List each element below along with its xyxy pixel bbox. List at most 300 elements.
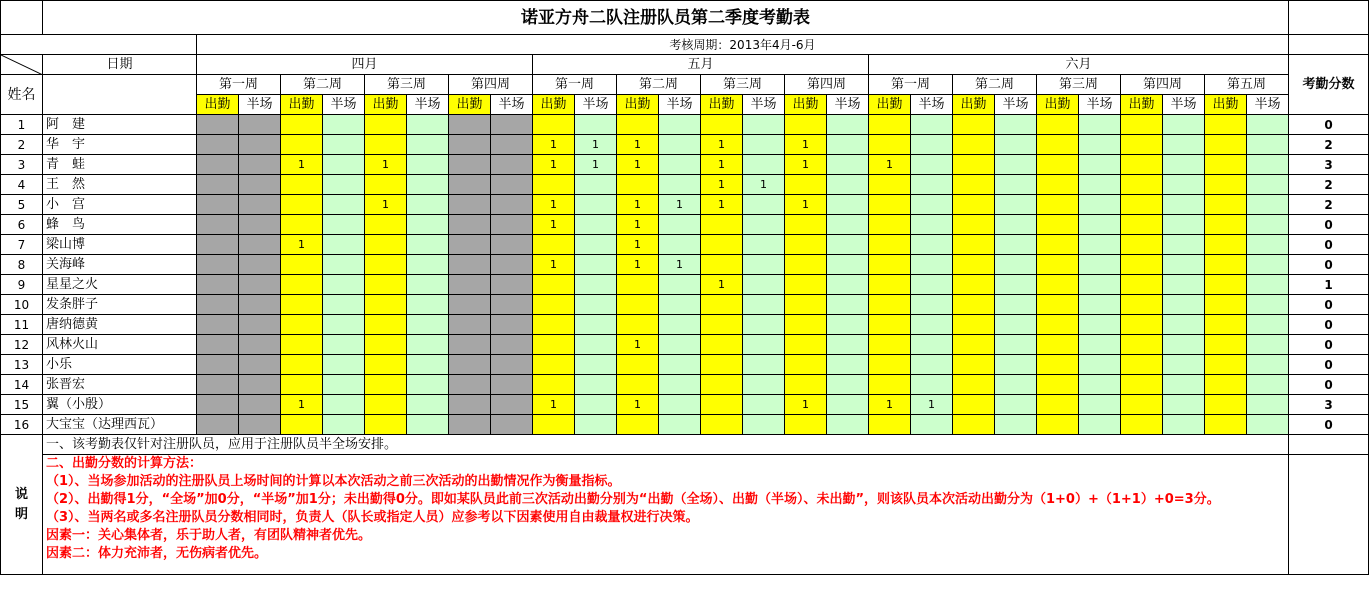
attendance-cell[interactable]: 1 [281, 155, 323, 175]
attendance-cell[interactable] [1163, 175, 1205, 195]
attendance-cell[interactable]: 1 [575, 135, 617, 155]
attendance-cell[interactable] [197, 195, 239, 215]
attendance-cell[interactable] [953, 415, 995, 435]
attendance-cell[interactable] [701, 335, 743, 355]
attendance-cell[interactable] [869, 175, 911, 195]
attendance-cell[interactable] [1079, 115, 1121, 135]
attendance-cell[interactable] [239, 135, 281, 155]
attendance-cell[interactable] [1079, 415, 1121, 435]
attendance-cell[interactable] [533, 355, 575, 375]
attendance-cell[interactable] [449, 115, 491, 135]
attendance-cell[interactable] [1163, 215, 1205, 235]
attendance-cell[interactable] [1121, 395, 1163, 415]
attendance-cell[interactable] [1121, 195, 1163, 215]
attendance-cell[interactable] [953, 395, 995, 415]
attendance-cell[interactable] [323, 115, 365, 135]
attendance-cell[interactable] [449, 315, 491, 335]
attendance-cell[interactable] [449, 155, 491, 175]
attendance-cell[interactable] [1247, 295, 1289, 315]
attendance-cell[interactable] [491, 195, 533, 215]
attendance-cell[interactable] [239, 155, 281, 175]
attendance-cell[interactable] [701, 355, 743, 375]
attendance-cell[interactable] [953, 155, 995, 175]
attendance-cell[interactable] [617, 175, 659, 195]
attendance-cell[interactable] [617, 275, 659, 295]
attendance-cell[interactable] [1037, 315, 1079, 335]
attendance-cell[interactable] [743, 275, 785, 295]
attendance-cell[interactable] [239, 415, 281, 435]
attendance-cell[interactable]: 1 [869, 395, 911, 415]
attendance-cell[interactable] [1205, 155, 1247, 175]
attendance-cell[interactable] [1163, 335, 1205, 355]
attendance-cell[interactable] [1079, 235, 1121, 255]
attendance-cell[interactable] [869, 115, 911, 135]
attendance-cell[interactable] [953, 335, 995, 355]
attendance-cell[interactable]: 1 [533, 135, 575, 155]
attendance-cell[interactable] [491, 115, 533, 135]
attendance-cell[interactable] [1079, 335, 1121, 355]
attendance-cell[interactable] [953, 195, 995, 215]
attendance-cell[interactable] [701, 215, 743, 235]
attendance-cell[interactable] [323, 395, 365, 415]
attendance-cell[interactable]: 1 [617, 135, 659, 155]
attendance-cell[interactable] [1037, 115, 1079, 135]
attendance-cell[interactable] [1037, 295, 1079, 315]
attendance-cell[interactable] [197, 355, 239, 375]
attendance-cell[interactable] [1163, 255, 1205, 275]
attendance-cell[interactable] [869, 295, 911, 315]
attendance-cell[interactable]: 1 [365, 155, 407, 175]
attendance-cell[interactable]: 1 [617, 235, 659, 255]
attendance-cell[interactable] [743, 155, 785, 175]
attendance-cell[interactable] [449, 275, 491, 295]
attendance-cell[interactable]: 1 [659, 195, 701, 215]
attendance-cell[interactable]: 1 [701, 155, 743, 175]
attendance-cell[interactable] [911, 175, 953, 195]
attendance-cell[interactable] [281, 135, 323, 155]
attendance-cell[interactable] [617, 295, 659, 315]
attendance-cell[interactable] [827, 115, 869, 135]
attendance-cell[interactable] [323, 295, 365, 315]
attendance-cell[interactable] [1079, 395, 1121, 415]
attendance-cell[interactable] [659, 395, 701, 415]
attendance-cell[interactable] [1205, 395, 1247, 415]
attendance-cell[interactable] [323, 235, 365, 255]
attendance-cell[interactable] [911, 315, 953, 335]
attendance-cell[interactable] [953, 235, 995, 255]
attendance-cell[interactable] [365, 375, 407, 395]
attendance-cell[interactable] [1079, 315, 1121, 335]
attendance-cell[interactable] [995, 135, 1037, 155]
attendance-cell[interactable]: 1 [701, 135, 743, 155]
attendance-cell[interactable] [323, 355, 365, 375]
attendance-cell[interactable] [575, 195, 617, 215]
attendance-cell[interactable]: 1 [533, 215, 575, 235]
attendance-cell[interactable] [785, 375, 827, 395]
attendance-cell[interactable] [1121, 135, 1163, 155]
attendance-cell[interactable] [869, 315, 911, 335]
attendance-cell[interactable] [1205, 355, 1247, 375]
attendance-cell[interactable] [995, 235, 1037, 255]
attendance-cell[interactable] [911, 215, 953, 235]
attendance-cell[interactable] [575, 235, 617, 255]
attendance-cell[interactable] [1205, 255, 1247, 275]
attendance-cell[interactable] [1247, 375, 1289, 395]
attendance-cell[interactable]: 1 [533, 195, 575, 215]
attendance-cell[interactable] [785, 215, 827, 235]
attendance-cell[interactable]: 1 [533, 155, 575, 175]
attendance-cell[interactable] [1121, 115, 1163, 135]
attendance-cell[interactable] [1163, 115, 1205, 135]
attendance-cell[interactable] [1247, 335, 1289, 355]
attendance-cell[interactable] [281, 275, 323, 295]
attendance-cell[interactable] [1037, 275, 1079, 295]
attendance-cell[interactable] [281, 315, 323, 335]
attendance-cell[interactable] [1079, 375, 1121, 395]
attendance-cell[interactable] [491, 215, 533, 235]
attendance-cell[interactable] [1163, 295, 1205, 315]
attendance-cell[interactable] [197, 335, 239, 355]
attendance-cell[interactable] [953, 355, 995, 375]
attendance-cell[interactable] [995, 355, 1037, 375]
attendance-cell[interactable] [575, 295, 617, 315]
attendance-cell[interactable] [743, 255, 785, 275]
attendance-cell[interactable] [449, 415, 491, 435]
attendance-cell[interactable]: 1 [533, 255, 575, 275]
attendance-cell[interactable] [365, 255, 407, 275]
attendance-cell[interactable] [869, 235, 911, 255]
attendance-cell[interactable] [239, 375, 281, 395]
attendance-cell[interactable]: 1 [785, 155, 827, 175]
attendance-cell[interactable] [449, 195, 491, 215]
attendance-cell[interactable] [785, 315, 827, 335]
attendance-cell[interactable] [407, 375, 449, 395]
attendance-cell[interactable] [533, 315, 575, 335]
attendance-cell[interactable] [575, 335, 617, 355]
attendance-cell[interactable] [953, 175, 995, 195]
attendance-cell[interactable] [575, 375, 617, 395]
attendance-cell[interactable] [995, 195, 1037, 215]
attendance-cell[interactable] [239, 295, 281, 315]
attendance-cell[interactable] [1079, 195, 1121, 215]
attendance-cell[interactable]: 1 [869, 155, 911, 175]
attendance-cell[interactable] [911, 195, 953, 215]
attendance-cell[interactable] [1079, 135, 1121, 155]
attendance-cell[interactable] [869, 335, 911, 355]
attendance-cell[interactable] [1247, 395, 1289, 415]
attendance-cell[interactable] [1079, 255, 1121, 275]
attendance-cell[interactable] [1247, 155, 1289, 175]
attendance-cell[interactable] [197, 135, 239, 155]
attendance-cell[interactable] [659, 415, 701, 435]
attendance-cell[interactable] [659, 335, 701, 355]
attendance-cell[interactable] [785, 275, 827, 295]
attendance-cell[interactable] [197, 275, 239, 295]
attendance-cell[interactable] [575, 215, 617, 235]
attendance-cell[interactable] [1121, 295, 1163, 315]
attendance-cell[interactable] [911, 335, 953, 355]
attendance-cell[interactable] [1247, 195, 1289, 215]
attendance-cell[interactable] [281, 195, 323, 215]
attendance-cell[interactable] [281, 335, 323, 355]
attendance-cell[interactable] [1079, 295, 1121, 315]
attendance-cell[interactable] [701, 295, 743, 315]
attendance-cell[interactable] [281, 115, 323, 135]
attendance-cell[interactable] [995, 375, 1037, 395]
attendance-cell[interactable] [239, 115, 281, 135]
attendance-cell[interactable] [449, 175, 491, 195]
attendance-cell[interactable] [449, 215, 491, 235]
attendance-cell[interactable] [1205, 115, 1247, 135]
attendance-cell[interactable] [953, 375, 995, 395]
attendance-cell[interactable] [407, 295, 449, 315]
attendance-cell[interactable] [827, 395, 869, 415]
attendance-cell[interactable] [659, 215, 701, 235]
attendance-cell[interactable] [323, 315, 365, 335]
attendance-cell[interactable] [1037, 375, 1079, 395]
attendance-cell[interactable] [1205, 215, 1247, 235]
attendance-cell[interactable] [407, 335, 449, 355]
attendance-cell[interactable] [449, 235, 491, 255]
attendance-cell[interactable] [1121, 375, 1163, 395]
attendance-cell[interactable] [1163, 195, 1205, 215]
attendance-cell[interactable] [953, 275, 995, 295]
attendance-cell[interactable] [323, 335, 365, 355]
attendance-cell[interactable] [197, 155, 239, 175]
attendance-cell[interactable]: 1 [701, 275, 743, 295]
attendance-cell[interactable] [533, 295, 575, 315]
attendance-cell[interactable] [995, 255, 1037, 275]
attendance-cell[interactable] [239, 195, 281, 215]
attendance-cell[interactable] [995, 155, 1037, 175]
attendance-cell[interactable] [407, 195, 449, 215]
attendance-cell[interactable] [449, 375, 491, 395]
attendance-cell[interactable] [869, 355, 911, 375]
attendance-cell[interactable] [1121, 235, 1163, 255]
attendance-cell[interactable] [407, 355, 449, 375]
attendance-cell[interactable] [911, 275, 953, 295]
attendance-cell[interactable] [449, 395, 491, 415]
attendance-cell[interactable] [743, 195, 785, 215]
attendance-cell[interactable] [1121, 215, 1163, 235]
attendance-cell[interactable] [995, 115, 1037, 135]
attendance-cell[interactable] [407, 135, 449, 155]
attendance-cell[interactable] [407, 155, 449, 175]
attendance-cell[interactable] [1163, 375, 1205, 395]
attendance-cell[interactable] [239, 395, 281, 415]
attendance-cell[interactable] [953, 215, 995, 235]
attendance-cell[interactable] [1079, 175, 1121, 195]
attendance-cell[interactable] [827, 415, 869, 435]
attendance-cell[interactable] [323, 375, 365, 395]
attendance-cell[interactable]: 1 [785, 395, 827, 415]
attendance-cell[interactable] [1247, 235, 1289, 255]
attendance-cell[interactable] [869, 135, 911, 155]
attendance-cell[interactable] [239, 235, 281, 255]
attendance-cell[interactable] [1163, 275, 1205, 295]
attendance-cell[interactable] [491, 135, 533, 155]
attendance-cell[interactable] [491, 375, 533, 395]
attendance-cell[interactable] [239, 175, 281, 195]
attendance-cell[interactable] [197, 255, 239, 275]
attendance-cell[interactable] [1205, 275, 1247, 295]
attendance-cell[interactable] [995, 215, 1037, 235]
attendance-cell[interactable] [1205, 415, 1247, 435]
attendance-cell[interactable] [785, 175, 827, 195]
attendance-cell[interactable] [239, 275, 281, 295]
attendance-cell[interactable] [491, 175, 533, 195]
attendance-cell[interactable] [1037, 135, 1079, 155]
attendance-cell[interactable] [1205, 175, 1247, 195]
attendance-cell[interactable] [911, 415, 953, 435]
attendance-cell[interactable]: 1 [701, 195, 743, 215]
attendance-cell[interactable] [701, 235, 743, 255]
attendance-cell[interactable] [701, 115, 743, 135]
attendance-cell[interactable] [575, 175, 617, 195]
attendance-cell[interactable] [827, 255, 869, 275]
attendance-cell[interactable] [911, 115, 953, 135]
attendance-cell[interactable] [743, 415, 785, 435]
attendance-cell[interactable] [1121, 355, 1163, 375]
attendance-cell[interactable]: 1 [365, 195, 407, 215]
attendance-cell[interactable] [533, 115, 575, 135]
attendance-cell[interactable] [197, 315, 239, 335]
attendance-cell[interactable] [743, 135, 785, 155]
attendance-cell[interactable] [491, 295, 533, 315]
attendance-cell[interactable] [617, 115, 659, 135]
attendance-cell[interactable] [239, 215, 281, 235]
attendance-cell[interactable] [1121, 315, 1163, 335]
attendance-cell[interactable] [1205, 195, 1247, 215]
attendance-cell[interactable] [1205, 335, 1247, 355]
attendance-cell[interactable] [743, 395, 785, 415]
attendance-cell[interactable] [197, 295, 239, 315]
attendance-cell[interactable] [1079, 155, 1121, 175]
attendance-cell[interactable] [575, 275, 617, 295]
attendance-cell[interactable] [575, 115, 617, 135]
attendance-cell[interactable] [1163, 155, 1205, 175]
attendance-cell[interactable] [323, 175, 365, 195]
attendance-cell[interactable] [365, 415, 407, 435]
attendance-cell[interactable] [827, 335, 869, 355]
attendance-cell[interactable]: 1 [785, 195, 827, 215]
attendance-cell[interactable] [407, 255, 449, 275]
attendance-cell[interactable] [743, 115, 785, 135]
attendance-cell[interactable] [1037, 155, 1079, 175]
attendance-cell[interactable] [785, 415, 827, 435]
attendance-cell[interactable] [365, 295, 407, 315]
attendance-cell[interactable] [1121, 275, 1163, 295]
attendance-cell[interactable] [533, 235, 575, 255]
attendance-cell[interactable] [491, 275, 533, 295]
attendance-cell[interactable] [323, 275, 365, 295]
attendance-cell[interactable] [953, 315, 995, 335]
attendance-cell[interactable] [743, 315, 785, 335]
attendance-cell[interactable] [1079, 275, 1121, 295]
attendance-cell[interactable] [1037, 355, 1079, 375]
attendance-cell[interactable]: 1 [617, 255, 659, 275]
attendance-cell[interactable] [743, 235, 785, 255]
attendance-cell[interactable] [1163, 415, 1205, 435]
attendance-cell[interactable]: 1 [617, 195, 659, 215]
attendance-cell[interactable] [701, 255, 743, 275]
attendance-cell[interactable] [449, 335, 491, 355]
attendance-cell[interactable] [911, 155, 953, 175]
attendance-cell[interactable] [785, 255, 827, 275]
attendance-cell[interactable] [617, 315, 659, 335]
attendance-cell[interactable] [281, 355, 323, 375]
attendance-cell[interactable] [281, 175, 323, 195]
attendance-cell[interactable] [491, 155, 533, 175]
attendance-cell[interactable] [995, 415, 1037, 435]
attendance-cell[interactable] [281, 375, 323, 395]
attendance-cell[interactable] [365, 215, 407, 235]
attendance-cell[interactable] [407, 215, 449, 235]
attendance-cell[interactable]: 1 [281, 235, 323, 255]
attendance-cell[interactable] [869, 195, 911, 215]
attendance-cell[interactable] [1037, 335, 1079, 355]
attendance-cell[interactable] [1205, 295, 1247, 315]
attendance-cell[interactable] [575, 415, 617, 435]
attendance-cell[interactable] [659, 115, 701, 135]
attendance-cell[interactable] [659, 375, 701, 395]
attendance-cell[interactable] [323, 415, 365, 435]
attendance-cell[interactable]: 1 [785, 135, 827, 155]
attendance-cell[interactable] [1163, 355, 1205, 375]
attendance-cell[interactable] [575, 395, 617, 415]
attendance-cell[interactable] [869, 215, 911, 235]
attendance-cell[interactable] [575, 315, 617, 335]
attendance-cell[interactable] [617, 415, 659, 435]
attendance-cell[interactable] [743, 215, 785, 235]
attendance-cell[interactable] [449, 355, 491, 375]
attendance-cell[interactable] [827, 195, 869, 215]
attendance-cell[interactable] [911, 255, 953, 275]
attendance-cell[interactable] [1037, 415, 1079, 435]
attendance-cell[interactable] [1247, 135, 1289, 155]
attendance-cell[interactable] [1247, 215, 1289, 235]
attendance-cell[interactable] [239, 255, 281, 275]
attendance-cell[interactable] [1163, 135, 1205, 155]
attendance-cell[interactable]: 1 [617, 335, 659, 355]
attendance-cell[interactable] [533, 415, 575, 435]
attendance-cell[interactable] [1037, 255, 1079, 275]
attendance-cell[interactable] [491, 355, 533, 375]
attendance-cell[interactable] [407, 175, 449, 195]
attendance-cell[interactable]: 1 [575, 155, 617, 175]
attendance-cell[interactable]: 1 [533, 395, 575, 415]
attendance-cell[interactable] [323, 255, 365, 275]
attendance-cell[interactable] [533, 335, 575, 355]
attendance-cell[interactable] [701, 315, 743, 335]
attendance-cell[interactable]: 1 [617, 395, 659, 415]
attendance-cell[interactable] [911, 355, 953, 375]
attendance-cell[interactable] [323, 195, 365, 215]
attendance-cell[interactable] [785, 355, 827, 375]
attendance-cell[interactable] [365, 315, 407, 335]
attendance-cell[interactable] [197, 215, 239, 235]
attendance-cell[interactable] [533, 275, 575, 295]
attendance-cell[interactable] [911, 135, 953, 155]
attendance-cell[interactable] [407, 235, 449, 255]
attendance-cell[interactable] [995, 275, 1037, 295]
attendance-cell[interactable] [491, 335, 533, 355]
attendance-cell[interactable] [1163, 235, 1205, 255]
attendance-cell[interactable] [743, 335, 785, 355]
attendance-cell[interactable] [1037, 175, 1079, 195]
attendance-cell[interactable] [449, 135, 491, 155]
attendance-cell[interactable] [869, 255, 911, 275]
